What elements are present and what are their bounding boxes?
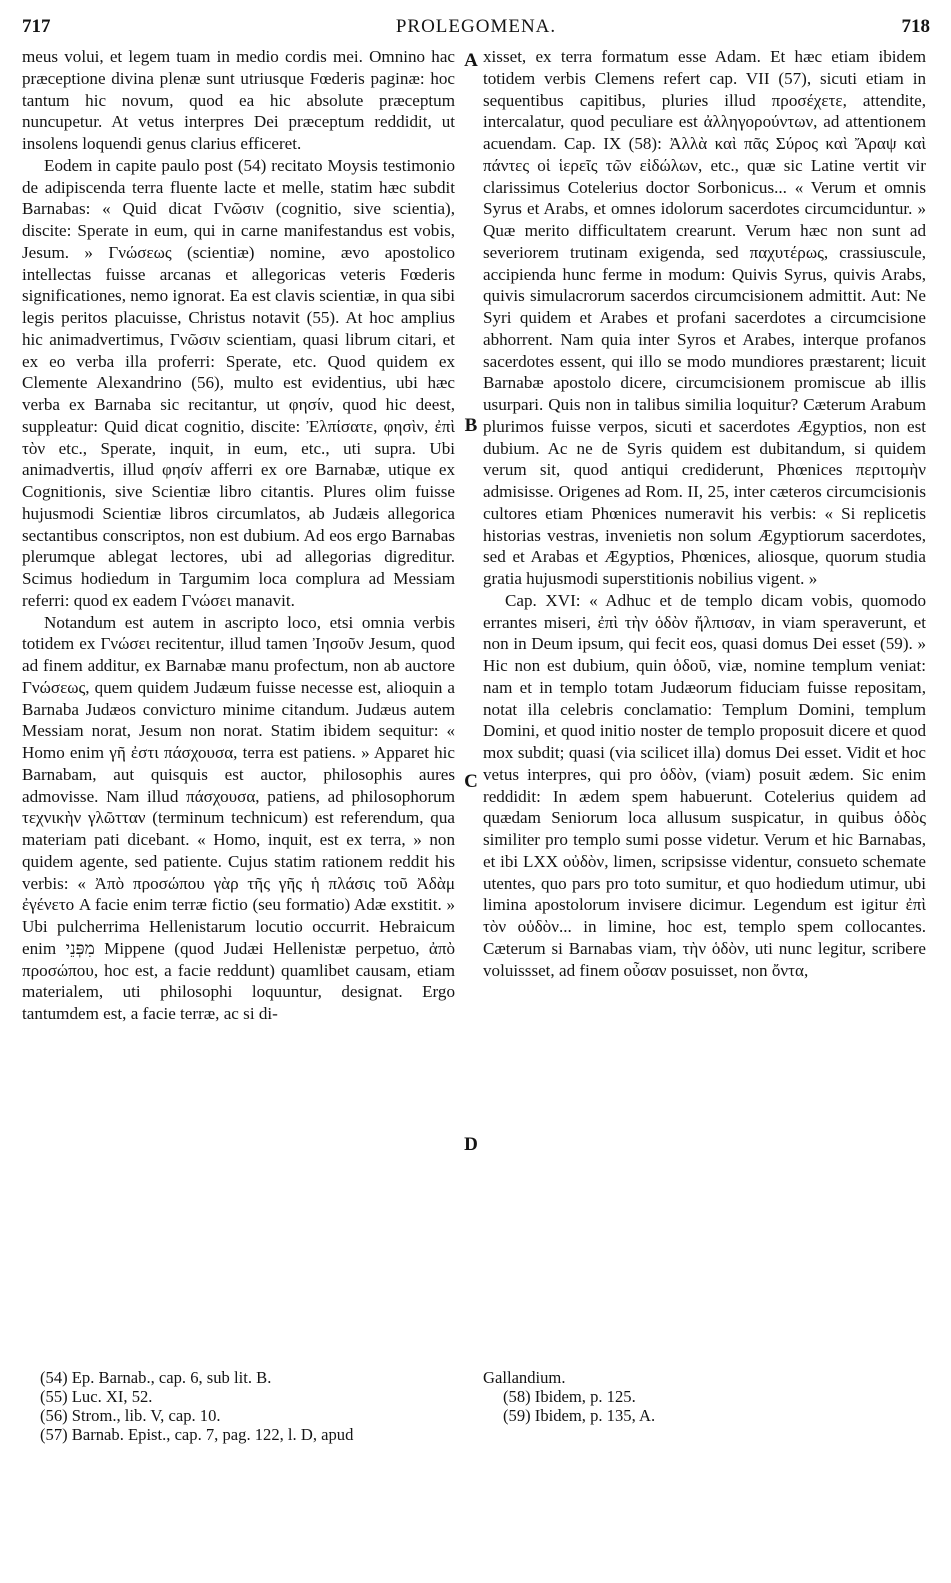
footnote: (54) Ep. Barnab., cap. 6, sub lit. B. (40, 1368, 272, 1387)
footnote: (56) Strom., lib. V, cap. 10. (40, 1406, 221, 1425)
left-text-column (22, 46, 455, 1346)
paragraph: Notandum est autem in ascripto loco, etsi omnia verbis totidem ex Γνώσει recitentur, illud tamen Ἰησοῦν Jesum, quod ad finem additur, ex Barnabæ manu profectum, non ab auctore Γνώσεως, quem quidem Judæum fuisse necesse est, alioquin a Barnaba Judæos convicturo minime citandum. Judæus autem Messiam norat, Jesum non norat. Statim ibidem sequitur: « Homo enim γῆ ἐστι πάσχουσα, terra est patiens. » Apparet hic Barnabam, aut quisquis est auctor, philosophis aures admovisse. Nam illud πάσχουσα, patiens, ad philosophorum τεχνικὴν γλῶτταν (terminum technicum) est referendum, qua materiam pati dicebant. « Homo, inquit, est ex terra, » non quidem agente, sed patiente. Cujus statim rationem reddit his verbis: « Ἀπὸ προσώπου γὰρ τῆς γῆς ἡ πλάσις τοῦ Ἀδὰμ ἐγένετο A facie enim terræ fictio (seu formatio) Adæ exstitit. » Ubi pulcherrima Hellenistarum locutio occurrit. Hebraicum enim מִפְּנֵי Mippene (quod Judæi Hellenistæ perpetuo, ἀπὸ προσώπου, hoc est, a facie reddunt) quamlibet causam, etiam materialem, uti philosophi loquuntur, designat. Ergo tantumdem est, a facie terræ, ac si di- (22, 612, 455, 1023)
running-title: PROLEGOMENA. (395, 16, 557, 37)
right-page-number: 718 (901, 16, 930, 37)
left-page-number: 717 (22, 16, 51, 37)
paragraph: meus volui, et legem tuam in medio cordis mei. Omnino hac præceptione divina plenæ sunt utriusque Fœderis paginæ: hoc tantum hic novum, quod ea hic absolute præceptum nuncupetur. At vetus interpres Dei præceptum reddidit, ut insolens loquendi genus clarius efficeret. (22, 47, 455, 153)
section-marker-b: B (464, 415, 478, 436)
paragraph: Cap. XVI: « Adhuc et de templo dicam vobis, quomodo errantes miseri, ἐπὶ τὴν ὁδὸν ἤλπισαν, in viam speraverunt, et non in Deum ipsum, qui fecit eos, quasi domus Dei esset (59). » Hic non est dubium, quin ὁδοῦ, viæ, nomine templum veniat: nam et in templo totam Judæorum fiduciam fuisse repositam, notat illa celebris conclamatio: Templum Domini, templum Domini, et quod initio noster de templo proposuit dicere et quod mox subdit; quasi (via scilicet illa) domus Dei esset. Vidit et hoc vetus interpres, qui pro ὁδὸν, (viam) posuit ædem. Sic enim reddidit: In ædem spem habuerunt. Cotelerius quidem ad quædam Seniorum loca allusum suspicatur, in quibus ὁδὸς similiter pro templo sumi posse videtur. Verum et hic Barnabas, et ibi LXX οὐδὸν, limen, scripsisse videntur, consueto schemate utentes, quo pars pro toto sumitur, et quo hodiedum utimur, ubi limina apostolorum invisere dicimur. Legendum est igitur ἐπὶ τὸν οὐδὸν... in limine, hoc est, templo spem collocantes. Cæterum si Barnabas viam, τὴν ὁδὸν, uti nunc legitur, scribere voluissset, ad finem οὖσαν posuisset, non ὄντα, (483, 590, 926, 980)
page-header (22, 16, 930, 42)
footnote: (57) Barnab. Epist., cap. 7, pag. 122, l. D, apud (40, 1425, 354, 1444)
footnotes-right (483, 1368, 923, 1425)
footnotes-left (40, 1368, 460, 1444)
section-marker-c: C (464, 771, 478, 792)
footnote: (58) Ibidem, p. 125. (503, 1387, 636, 1406)
footnote: (59) Ibidem, p. 135, A. (503, 1406, 656, 1425)
right-text-column (483, 46, 926, 1346)
section-marker-d: D (464, 1134, 478, 1155)
footnote-continuation: Gallandium. (483, 1368, 566, 1387)
paragraph: Eodem in capite paulo post (54) recitato Moysis testimonio de adipiscenda terra fluente lacte et melle, statim hæc subdit Barnabas: « Quid dicat Γνῶσιν (cognitio, sive scientia), discite: Sperate in eum, qui in carne manifestandus est vobis, Jesum. » Γνώσεως (scientiæ) nomine, ævo apostolico intellectas fuisse arcanas et allegoricas veteris Fœderis significationes, nemo ignorat. Ea est clavis scientiæ, in qua sibi legis peritos placuisse, Christus notavit (55). At hoc amplius hic animadvertimus, Γνῶσιν scientiam, quasi librum citari, et ex eo verba illa proferri: Sperate, etc. Quod quidem ex Clemente Alexandrino (56), multo est evidentius, ubi hæc verba ex Barnaba sic recitantur, ut φησίν, quod hic deest, suppleatur: Quid dicat cognitio, discite: Ἐλπίσατε, φησὶν, ἐπὶ τὸν etc., Sperate, inquit, in eum, etc., uti supra. Ubi animadvertis, illud φησίν afferri ex ore Barnabæ, utique ex Cognitionis, sive Scientiæ libro citantis. Plures olim fuisse hujusmodi Scientiæ libros circumlatos, ab Judæis allegorica sectantibus conscriptos, non est dubium. Ad eos ergo Barnabas plerumque ablegat lectores, ubi ad allegorias digreditur. Scimus hodiedum in Targumim loca complura ad Messiam referri: quod ex eadem Γνώσει manavit. (22, 155, 455, 610)
section-marker-a: A (464, 50, 478, 71)
paragraph: xisset, ex terra formatum esse Adam. Et hæc etiam ibidem totidem verbis Clemens refert cap. VII (57), sicuti etiam in sequentibus capitibus, pluries illud προσέχετε, attendite, intercalatur, quod peculiare est ἀλληγορούντων, ad attentionem acuendam. Cap. IX (58): Ἀλλὰ καὶ πᾶς Σύρος καὶ Ἄραψ καὶ πάντες οἱ ἱερεῖς τῶν εἰδώλων, etc., quæ sic Latine vertit vir clarissimus Cotelerius doctor Sorbonicus... « Verum et omnis Syrus et Arabs, et omnes idolorum sacerdotes circumciduntur. » Quæ merito difficultatem crearunt. Verum hæc non sunt ad severiorem trutinam exigenda, sed παχυτέρως, crassiuscule, accipienda hunc ferme in modum: Quivis Syrus, quivis Arabs, quivis simulacrorum sacerdos circumcisionem admittit. Aut: Ne Syri quidem et Arabes et profani sacerdotes a circumcisione abhorrent. Nam quia inter Syros et Arabes, interque profanos sacerdotes essent, qui illo se modo mundiores præstarent; licuit Barnabæ apostolo dicere, circumcisionem promiscue ab illis usurpari. Quis non in talibus similia loquitur? Cæterum Arabum plurimos fuisse verpos, sicuti et sacerdotes Ægyptios, non est dubium. Ac ne de Syris quidem est dubitandum, si quidem verum sit, quod antiqui crediderunt, Phœnices περιτομὴν admisisse. Origenes ad Rom. II, 25, inter cæteros circumcisionis cultores etiam Phœnices numeravit his verbis: « Si replicetis historias vestras, invenietis non solum Ægyptiorum sacerdotes, sed et Arabas et Ægyptios, Phœnices, aliosque, quorum studia gratia hujusmodi superstitionis nobilius vigent. » (483, 47, 926, 588)
footnote: (55) Luc. XI, 52. (40, 1387, 153, 1406)
